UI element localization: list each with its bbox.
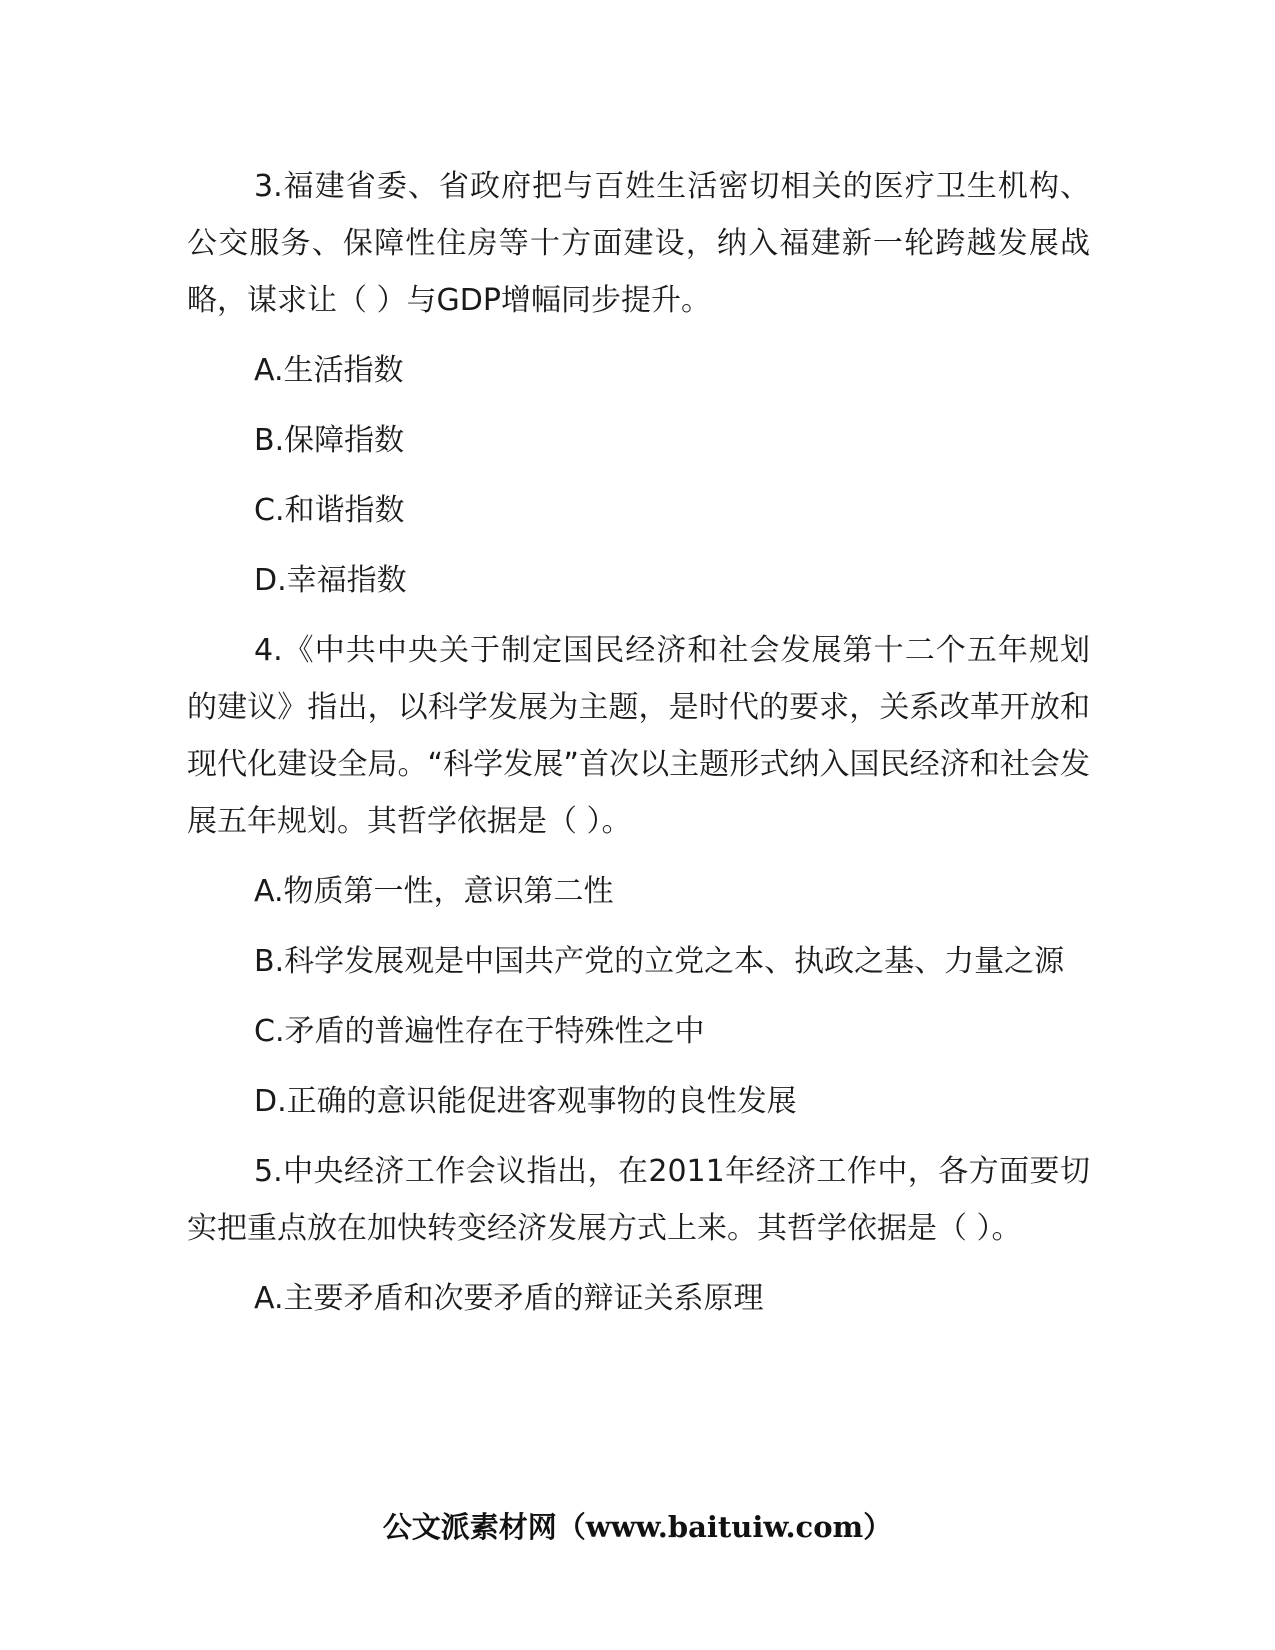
question-5-option-a: A.主要矛盾和次要矛盾的辩证关系原理 [254,1281,764,1316]
question-4-option-c: C.矛盾的普遍性存在于特殊性之中 [254,1014,705,1049]
question-5-stem: 5.中央经济工作会议指出，在2011年经济工作中，各方面要切实把重点放在加快转变经济发展方式上来。其哲学依据是（ ）。 [187,1154,1090,1246]
question-4-option-a: A.物质第一性，意识第二性 [254,874,614,909]
question-4-option-d: D.正确的意识能促进客观事物的良性发展 [254,1084,797,1119]
question-3-stem: 3.福建省委、省政府把与百姓生活密切相关的医疗卫生机构、公交服务、保障性住房等十方面建设，纳入福建新一轮跨越发展战略，谋求让（ ）与GDP增幅同步提升。 [187,169,1090,318]
question-3-option-a: A.生活指数 [254,353,404,388]
page-footer: 公文派素材网（www.baituiw.com） [382,1510,893,1544]
question-4-stem: 4.《中共中央关于制定国民经济和社会发展第十二个五年规划的建议》指出，以科学发展为主题，是时代的要求，关系改革开放和现代化建设全局。“科学发展”首次以主题形式纳入国民经济和社会发展五年规划。其哲学依据是（ ）。 [187,633,1090,839]
document-body [187,158,1090,1340]
question-3-option-d: D.幸福指数 [254,563,407,598]
question-3-option-c: C.和谐指数 [254,493,405,528]
question-4-option-b: B.科学发展观是中国共产党的立党之本、执政之基、力量之源 [254,944,1065,979]
question-3-option-b: B.保障指数 [254,423,405,458]
